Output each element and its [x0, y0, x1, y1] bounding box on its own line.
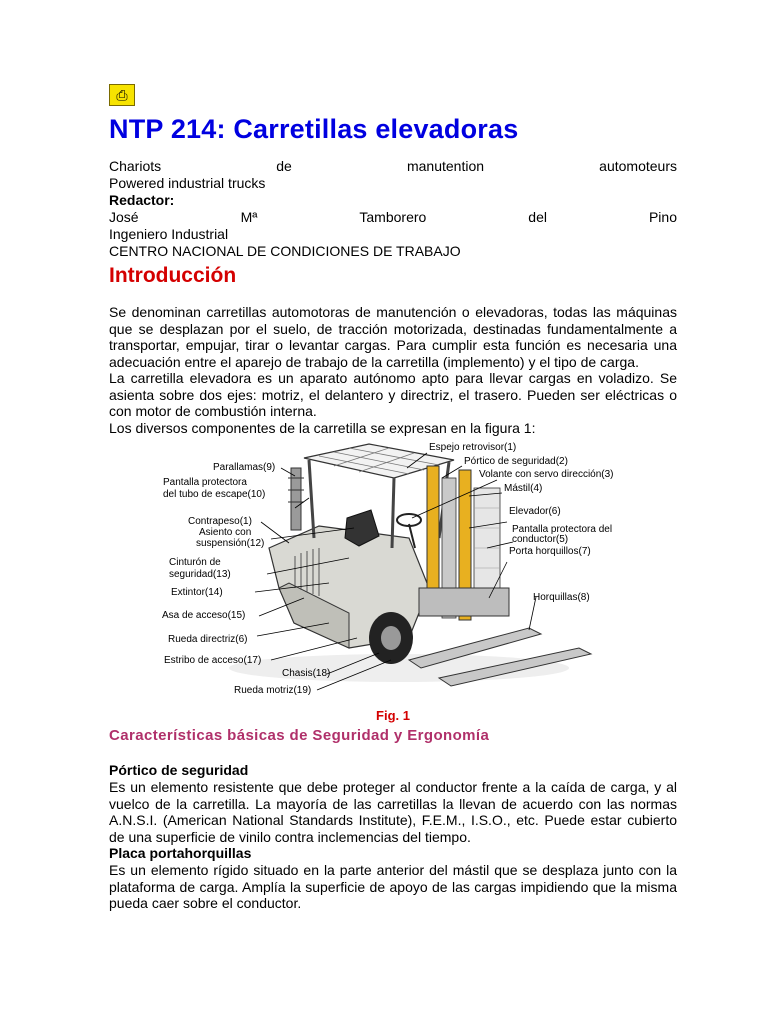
label-elevador: Elevador(6): [509, 506, 561, 517]
label-porta-horquillas: Porta horquillos(7): [509, 546, 591, 557]
author-role: Ingeniero Industrial: [109, 226, 229, 242]
label-estribo: Estribo de acceso(17): [164, 655, 262, 666]
label-volante: Volante con servo dirección(3): [479, 469, 614, 480]
author-label: Redactor:: [109, 192, 175, 208]
french-title-word: manutention: [406, 158, 485, 174]
author-name-word: Mª: [240, 209, 258, 225]
label-pantalla-conductor-1: Pantalla protectora del: [512, 524, 613, 535]
subsection-text-portico: Es un elemento resistente que debe proteger al conductor frente a la caída de carga, y al vuelco de la carretilla. La mayoría de las carretillas la llevan de acuerdo con las normas A.N.S.I. (American National Standards Institute), F.E.M., I.S.O., etc. Puede estar cubierto de una superficie de vinilo contra inclemencias del tiempo.: [109, 779, 677, 845]
label-extintor: Extintor(14): [171, 587, 223, 598]
label-rueda-directriz: Rueda directriz(6): [168, 634, 248, 645]
label-espejo: Espejo retrovisor(1): [429, 442, 517, 453]
page-title: NTP 214: Carretillas elevadoras: [109, 114, 519, 144]
label-pantalla-conductor-2: conductor(5): [512, 534, 569, 545]
label-contrapeso: Contrapeso(1): [188, 516, 252, 527]
label-pantalla-escape-2: del tubo de escape(10): [163, 489, 266, 500]
section-heading-ergonomia: Características básicas de Seguridad y Ergonomía: [109, 727, 490, 744]
label-parallamas: Parallamas(9): [213, 462, 276, 473]
french-title-word: de: [276, 158, 292, 174]
label-cinturon-1: Cinturón de: [169, 557, 221, 568]
french-title-word: automoteurs: [599, 158, 677, 174]
fork-carriage: [419, 588, 509, 616]
label-cinturon-2: seguridad(13): [169, 569, 231, 580]
label-pantalla-escape-1: Pantalla protectora: [163, 477, 247, 488]
author-name-word: del: [528, 209, 547, 225]
author-name-word: Pino: [648, 209, 677, 225]
label-mastil: Mástil(4): [504, 483, 543, 494]
label-asiento-2: suspensión(12): [196, 538, 265, 549]
document-page: [109, 84, 677, 912]
intro-paragraph-2: La carretilla elevadora es un aparato autónomo apto para llevar cargas en voladizo. Se asienta sobre dos ejes: motriz, el delantero y directriz, el trasero. Pueden ser eléctricas o con motor de combustión interna.: [109, 370, 677, 419]
label-chasis: Chasis(18): [282, 668, 331, 679]
label-asiento-1: Asiento con: [199, 527, 252, 538]
english-title: Powered industrial trucks: [109, 175, 266, 191]
author-name-word: José: [109, 209, 139, 225]
organization: CENTRO NACIONAL DE CONDICIONES DE TRABAJO: [109, 243, 461, 259]
printer-icon[interactable]: ⎙: [109, 84, 135, 106]
exhaust-pipe: [291, 468, 301, 530]
author-name: [109, 209, 677, 226]
subsection-text-placa: Es un elemento rígido situado en la parte anterior del mástil que se desplaza junto con la plataforma de carga. Amplía la superficie de apoyo de las cargas impidiendo que la misma pueda caer sobre el conductor.: [109, 862, 677, 911]
french-title: [109, 158, 677, 175]
label-portico: Pórtico de seguridad(2): [464, 456, 568, 467]
intro-paragraph-1: Se denominan carretillas automotoras de manutención o elevadoras, todas las máquinas que se desplazan por el suelo, de tracción motorizada, destinadas fundamentalmente a transportar, empujar, tirar o levantar cargas. Para cumplir esta función es necesaria una adecuación entre el aparejo de trabajo de la carretilla (implemento) y el tipo de carga.: [109, 304, 677, 370]
label-horquillas: Horquillas(8): [533, 592, 590, 603]
forklift-figure: [109, 438, 677, 708]
subsection-title-portico: Pórtico de seguridad: [109, 762, 249, 778]
intro-paragraph-3: Los diversos componentes de la carretilla se expresan en la figura 1:: [109, 419, 536, 436]
section-heading-introduccion: Introducción: [109, 264, 237, 287]
french-title-word: Chariots: [109, 158, 162, 174]
subsection-title-placa: Placa portahorquillas: [109, 845, 252, 861]
author-name-word: Tamborero: [359, 209, 427, 225]
label-asa: Asa de acceso(15): [162, 610, 246, 621]
figure-caption: Fig. 1: [376, 708, 410, 723]
label-rueda-motriz: Rueda motriz(19): [234, 685, 312, 696]
meta-block: [109, 158, 677, 260]
